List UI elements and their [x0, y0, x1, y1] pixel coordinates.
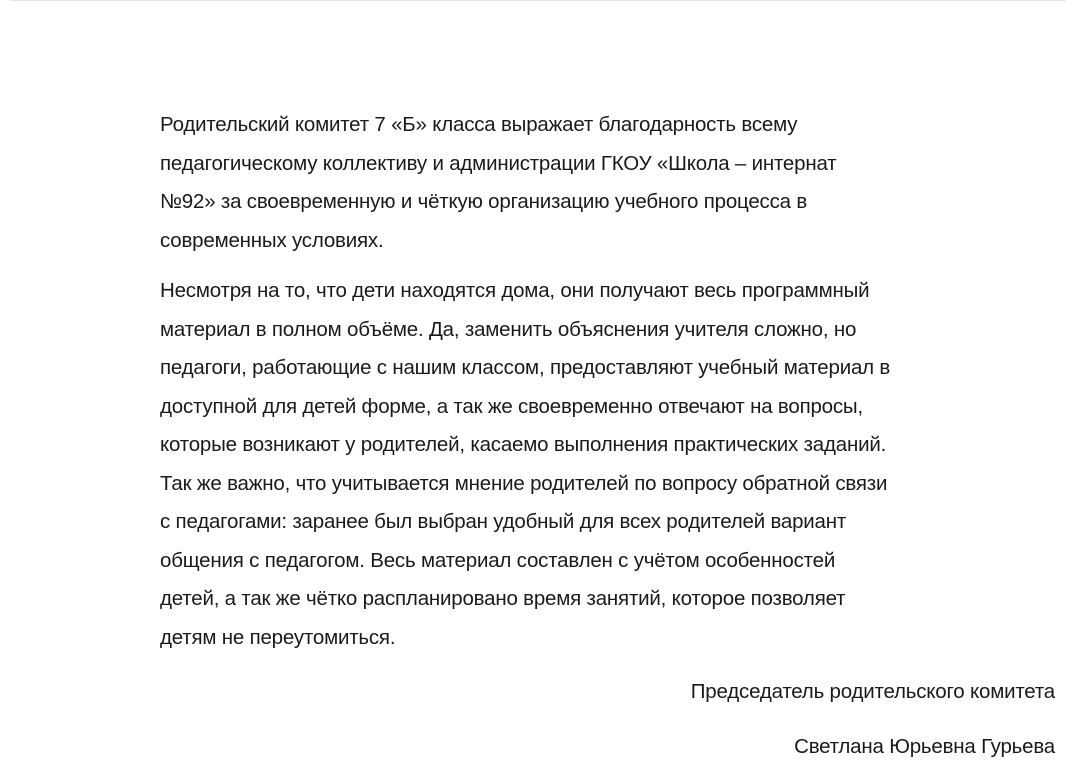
paragraph-gratitude: Родительский комитет 7 «Б» класса выражает благодарность всему педагогическому коллективу и администрации ГКОУ «Школа – интернат №92» за своевременную и чёткую организацию учебного процесса в современных условиях.	[160, 113, 837, 252]
signature-name: Светлана Юрьевна Гурьева	[794, 734, 1055, 758]
top-divider	[10, 0, 1066, 1]
paragraph-details: Несмотря на то, что дети находятся дома, они получают весь программный материал в полном объёме. Да, заменить объяснения учителя сложно, но педагоги, работающие с нашим классом, предоставляют учебный материал в доступной для детей форме, а так же своевременно отвечают на вопросы, которые возникают у родителей, касаемо выполнения практических заданий. Так же важно, что учитывается мнение родителей по вопросу обратной связи с педагогами: заранее был выбран удобный для всех родителей вариант общения с педагогом. Весь материал составлен с учётом особенностей детей, а так же чётко распланировано время занятий, которое позволяет детям не переутомиться.	[160, 279, 891, 649]
letter-body	[160, 106, 1055, 766]
signature-title: Председатель родительского комитета	[690, 680, 1055, 703]
